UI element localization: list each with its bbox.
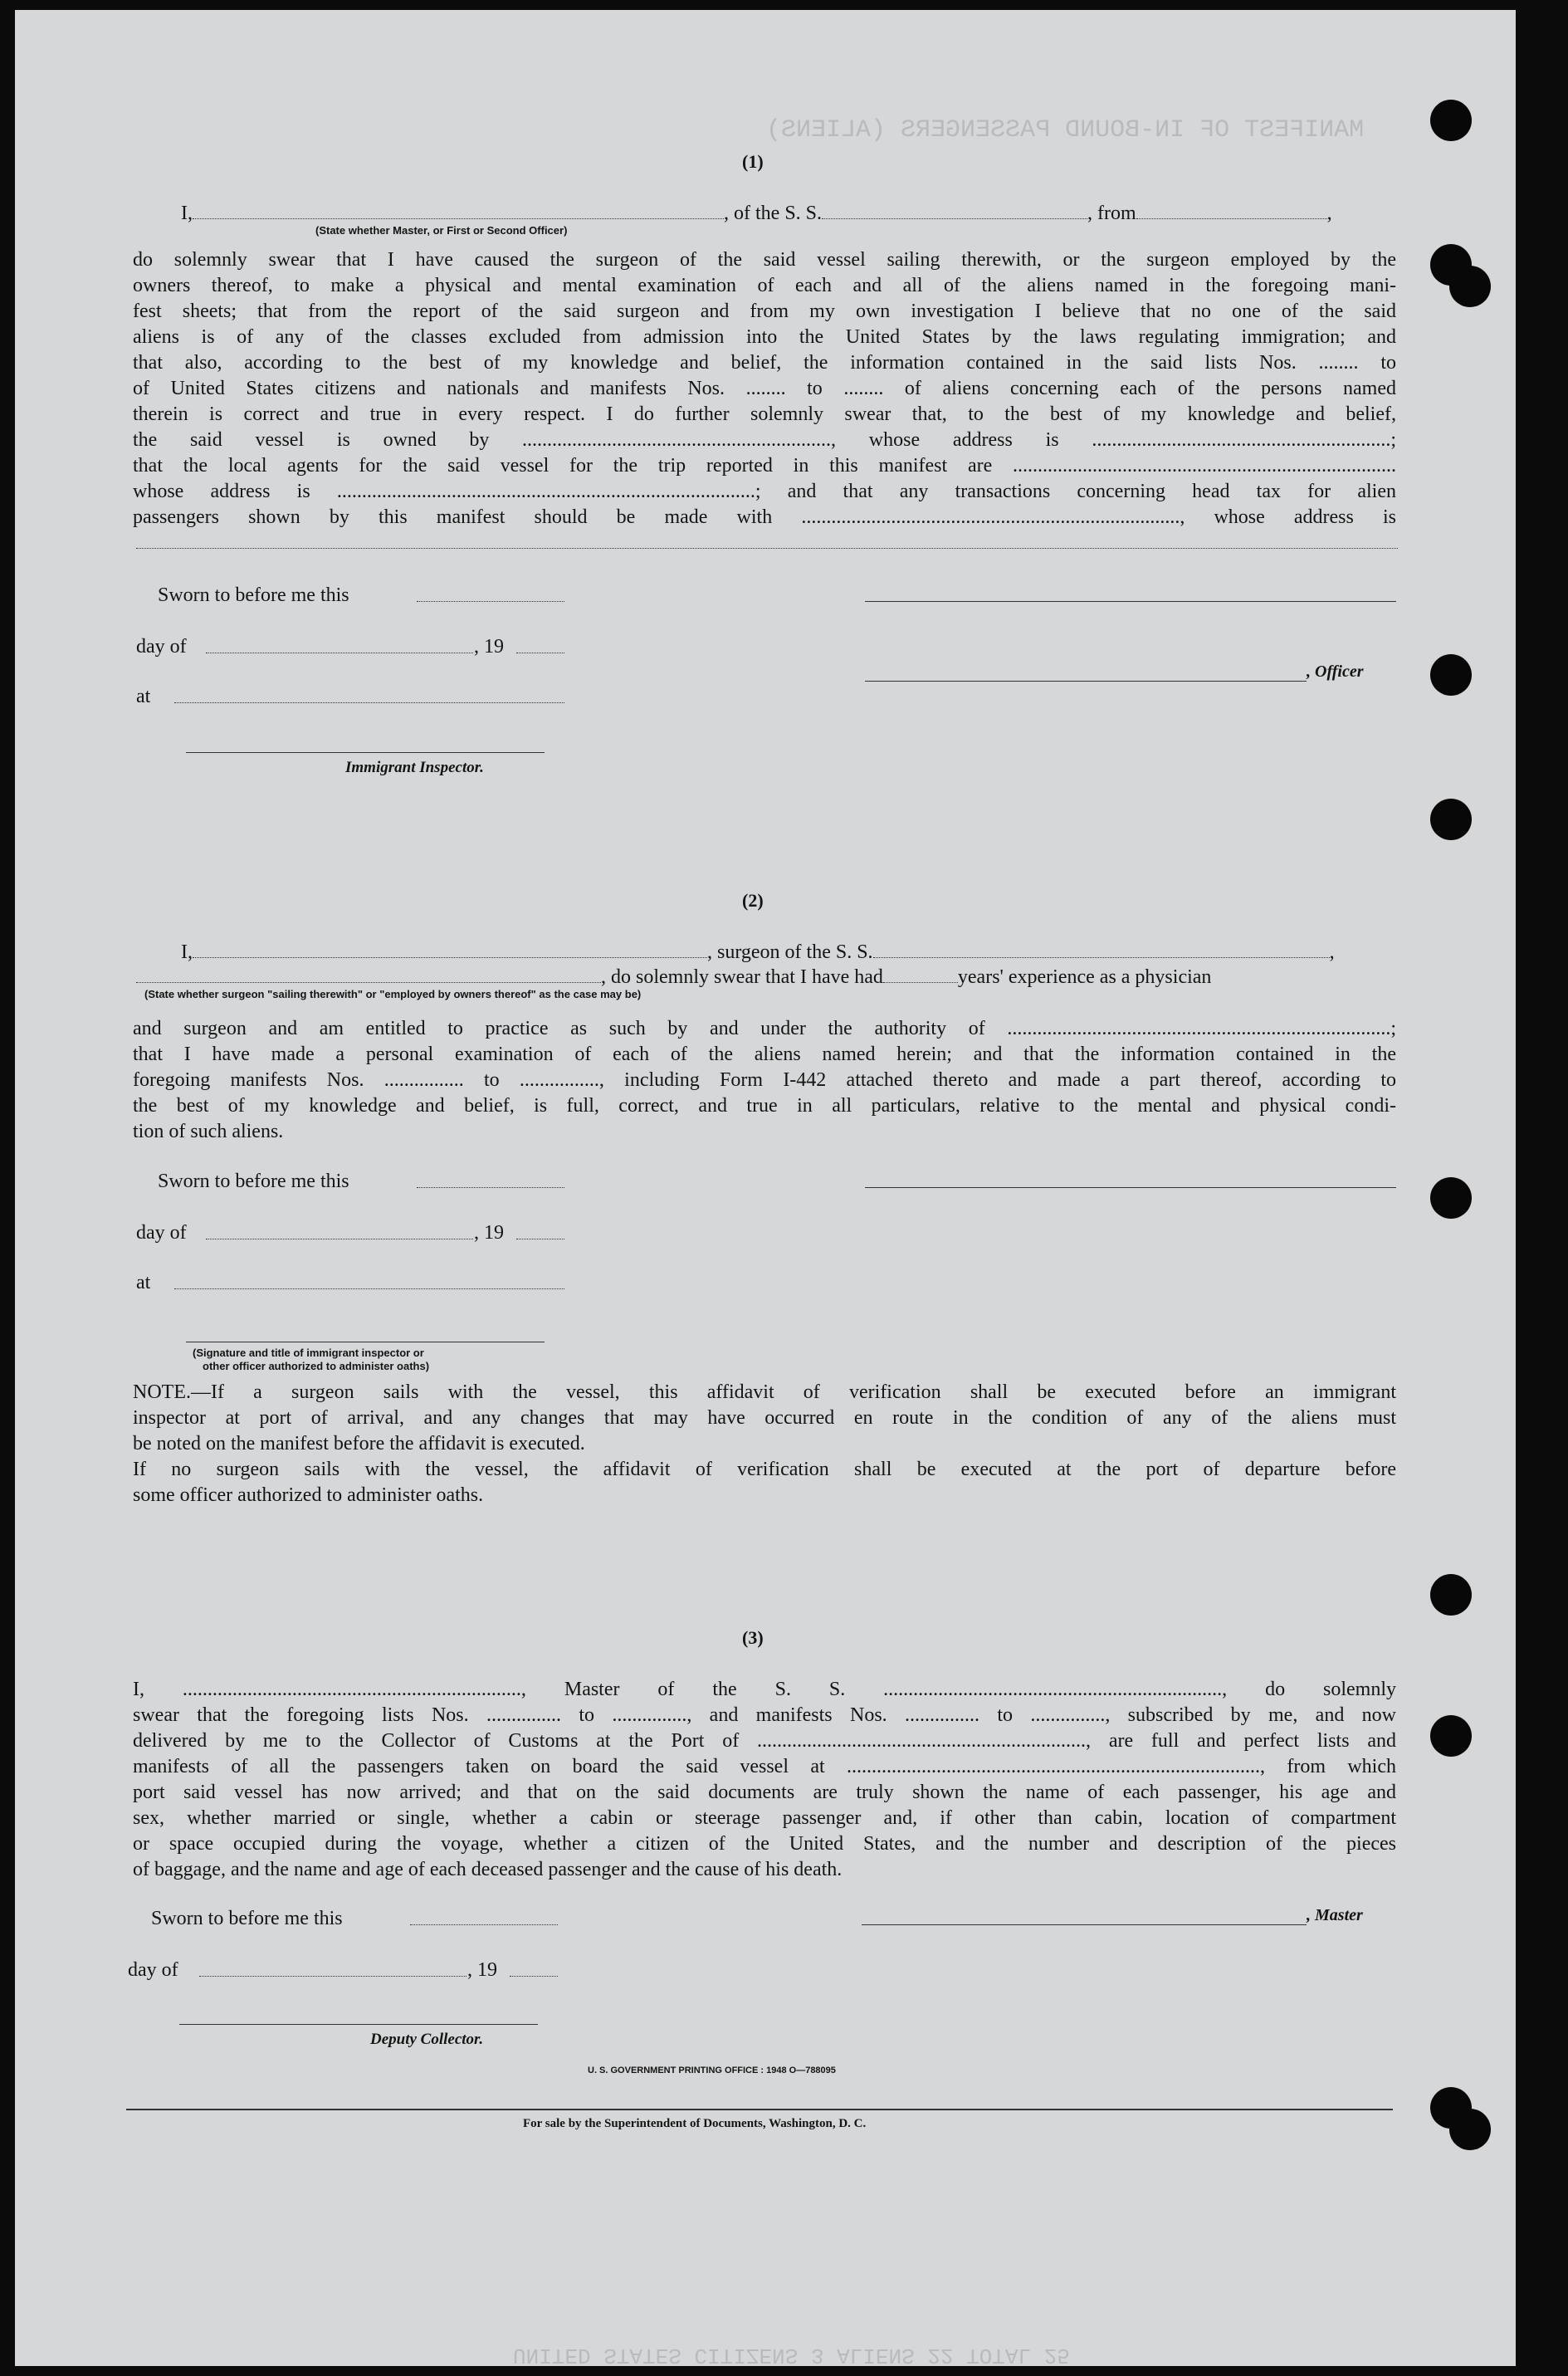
oath-line: foregoing manifests Nos. ................ to ................, including Form I-442 attached thereto and made a part thereof, according to (133, 1069, 1396, 1091)
deputy-collector-title: Deputy Collector. (370, 2031, 484, 2048)
oath-line: whose address is ....................................................................................; and that any transactions concerning head tax for alien (133, 481, 1396, 502)
surgeon-vessel-field[interactable] (873, 942, 1330, 958)
note-line: NOTE.—If a surgeon sails with the vessel, this affidavit of verification shall be executed before an immigrant (133, 1381, 1396, 1403)
day-of-label-1: day of (136, 636, 187, 658)
oath-line: do solemnly swear that I have caused the surgeon of the said vessel sailing therewith, or the surgeon employed by the (133, 249, 1396, 271)
surgeon-status-field[interactable] (136, 967, 601, 983)
at-place-field-2[interactable] (174, 1288, 564, 1289)
section-3-oath-text (133, 1677, 1396, 1883)
officer-signature-line[interactable] (865, 681, 1307, 682)
of-ss-label: , of the S. S. (724, 203, 823, 224)
surgeon-signature-line[interactable] (865, 1187, 1396, 1188)
oath-line: or space occupied during the voyage, whether a citizen of the United States, and the number and description of the pieces (133, 1833, 1396, 1855)
bleed-through-text: UNITED STATES CITIZENS 3 ALIENS 22 TOTAL 25 (513, 2343, 1070, 2368)
section-2-number: (2) (742, 890, 764, 911)
oath-line: that I have made a personal examination of each of the aliens named herein; and that the information contained in the (133, 1044, 1396, 1065)
oath-line: that also, according to the best of my knowledge and belief, the information contained in the said lists Nos. ........ to (133, 352, 1396, 374)
sale-notice: For sale by the Superintendent of Documents, Washington, D. C. (523, 2117, 867, 2130)
at-label-2: at (136, 1272, 151, 1293)
surgeon-name-field[interactable] (193, 942, 707, 958)
note-line: If no surgeon sails with the vessel, the affidavit of verification shall be executed at the port of departure before (133, 1459, 1396, 1480)
from-label: , from (1087, 203, 1136, 224)
oath-line: passengers shown by this manifest should be made with ............................................................................, whose address is (133, 506, 1396, 528)
section-3-number: (3) (742, 1627, 764, 1648)
oath-line: sex, whether married or single, whether a cabin or steerage passenger and, if other than cabin, location of compartment (133, 1807, 1396, 1829)
punch-hole (1430, 1574, 1472, 1616)
section-1-first-line (181, 201, 1398, 227)
section-1-number: (1) (742, 151, 764, 172)
year-prefix-1: , 19 (474, 636, 504, 658)
sworn-day-field-1[interactable] (417, 601, 564, 602)
footer-rule (126, 2109, 1393, 2110)
officer-rank-field[interactable] (193, 203, 724, 219)
punch-hole (1430, 1715, 1472, 1757)
day-of-label-3: day of (128, 1959, 178, 1981)
address-field[interactable] (136, 548, 1398, 549)
from-port-field[interactable] (1136, 203, 1327, 219)
printing-office-imprint: U. S. GOVERNMENT PRINTING OFFICE : 1948 O—788095 (588, 2066, 836, 2075)
oath-line: and surgeon and am entitled to practice as such by and under the authority of .............................................................................; (133, 1018, 1396, 1039)
inspector-caption-line-2: other officer authorized to administer oaths) (203, 1360, 430, 1372)
punch-hole (1430, 799, 1472, 840)
pronoun-i: I, (181, 941, 193, 963)
officer-signature-line-top[interactable] (865, 601, 1396, 602)
note-line: be noted on the manifest before the affidavit is executed. (133, 1433, 585, 1454)
punch-hole (1430, 1177, 1472, 1219)
oath-line: delivered by me to the Collector of Customs at the Port of .................................................................., are full and perfect lists and (133, 1730, 1396, 1752)
note-line: some officer authorized to administer oaths. (133, 1484, 484, 1506)
oath-line: fest sheets; that from the report of the said surgeon and from my own investigation I believe that no one of the said (133, 301, 1396, 322)
oath-line: that the local agents for the said vessel for the trip reported in this manifest are ............................................................................. (133, 455, 1396, 477)
sworn-label-1: Sworn to before me this (158, 584, 349, 606)
swear-years-label: , do solemnly swear that I have had (601, 966, 883, 988)
oath-line: of baggage, and the name and age of each deceased passenger and the cause of his death. (133, 1859, 843, 1880)
month-field-3[interactable] (199, 1976, 466, 1977)
section-2-oath-text (133, 1016, 1396, 1145)
at-label-1: at (136, 686, 151, 707)
years-field[interactable] (883, 967, 958, 983)
section-1-oath-text (133, 247, 1396, 530)
deputy-collector-signature-line[interactable] (179, 2024, 538, 2025)
oath-line: tion of such aliens. (133, 1121, 284, 1142)
oath-line: I, ...................................................................., Master of the S. S. ...................................................................., do solemnly (133, 1679, 1396, 1700)
section-2-second-line (136, 965, 1398, 990)
note-line: inspector at port of arrival, and any changes that may have occurred en route in the condition of any of the aliens must (133, 1407, 1396, 1429)
year-prefix-2: , 19 (474, 1222, 504, 1244)
surgeon-of-ss-label: , surgeon of the S. S. (707, 941, 873, 963)
sworn-label-3: Sworn to before me this (151, 1908, 343, 1929)
inspector-caption-line-1: (Signature and title of immigrant inspector or (193, 1347, 424, 1359)
oath-line: swear that the foregoing lists Nos. ............... to ..............., and manifests Nos. ............... to ..............., subscribed by me, and now (133, 1704, 1396, 1726)
sworn-day-field-3[interactable] (410, 1924, 558, 1925)
oath-line: the said vessel is owned by .............................................................., whose address is ............................................................; (133, 429, 1396, 451)
officer-title: , Officer (1307, 662, 1364, 681)
oath-line: of United States citizens and nationals and manifests Nos. ........ to ........ of aliens concerning each of the persons named (133, 378, 1396, 399)
inspector-signature-line[interactable] (186, 752, 545, 753)
year-field-3[interactable] (510, 1976, 558, 1977)
pronoun-i: I, (181, 203, 193, 224)
master-signature-line[interactable] (862, 1924, 1307, 1925)
punch-hole (1430, 100, 1472, 141)
punch-hole (1449, 266, 1491, 307)
sworn-day-field-2[interactable] (417, 1187, 564, 1188)
day-of-label-2: day of (136, 1222, 187, 1244)
oath-line: manifests of all the passengers taken on board the said vessel at ..................................................................................., from which (133, 1756, 1396, 1777)
surgeon-note (133, 1380, 1396, 1508)
punch-hole (1430, 654, 1472, 696)
section-2-first-line (181, 940, 1398, 966)
sworn-label-2: Sworn to before me this (158, 1171, 349, 1192)
form-page (15, 10, 1516, 2366)
officer-rank-hint: (State whether Master, or First or Second Officer) (315, 224, 568, 237)
oath-line: port said vessel has now arrived; and that on the said documents are truly shown the name of each passenger, his age and (133, 1782, 1396, 1803)
at-place-field-1[interactable] (174, 702, 564, 703)
bleed-through-text: MANIFEST OF IN-BOUND PASSENGERS (ALIENS) (766, 116, 1365, 144)
surgeon-status-hint: (State whether surgeon "sailing therewith" or "employed by owners thereof" as the case may be) (144, 988, 642, 1000)
year-prefix-3: , 19 (467, 1959, 497, 1981)
comma: , (1326, 203, 1332, 224)
experience-label: years' experience as a physician (957, 966, 1212, 988)
inspector-title: Immigrant Inspector. (345, 759, 484, 776)
oath-line: therein is correct and true in every respect. I do further solemnly swear that, to the best of my knowledge and belief, (133, 403, 1396, 425)
oath-line: owners thereof, to make a physical and mental examination of each and all of the aliens named in the foregoing mani- (133, 275, 1396, 296)
punch-hole (1449, 2109, 1491, 2150)
comma: , (1329, 941, 1335, 963)
oath-line: the best of my knowledge and belief, is full, correct, and true in all particulars, relative to the mental and physical condi- (133, 1095, 1396, 1117)
master-title: , Master (1307, 1906, 1363, 1924)
oath-line: aliens is of any of the classes excluded from admission into the United States by the laws regulating immigration; and (133, 326, 1396, 348)
vessel-name-field[interactable] (822, 203, 1087, 219)
